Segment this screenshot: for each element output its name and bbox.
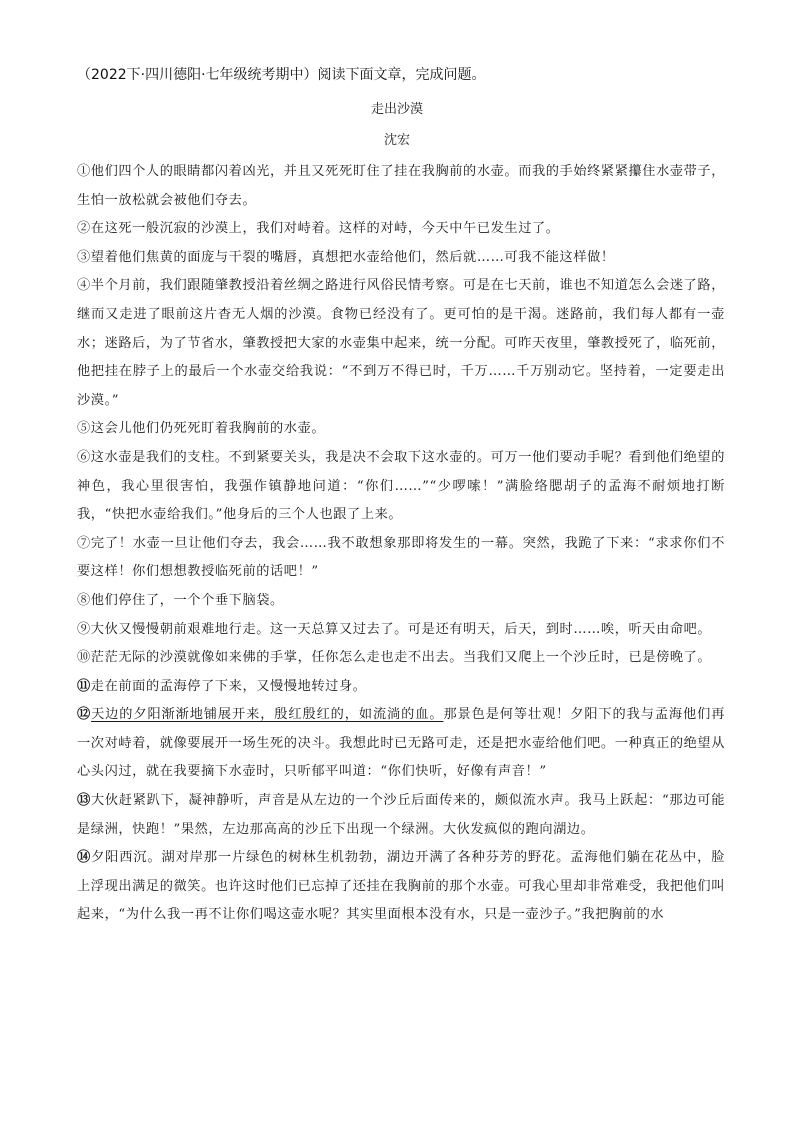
article-author: 沈宏 <box>383 133 410 148</box>
paragraph-4: ④半个月前，我们跟随肇教授沿着丝绸之路进行风俗民情考察。可是在七天前，谁也不知道怎么会迷了路，继而又走进了眼前这片杳无人烟的沙漠。食物已经没有了。更可怕的是干渴。迷路前，我们每人都有一壶水；迷路后，为了节省水，肇教授把大家的水壶集中起来，统一分配。可昨天夜里，肇教授死了，临死前，他把挂在脖子上的最后一个水壶交给我说：“不到万不得已时，千万……千万别动它。坚持着，一定要走出沙漠。” <box>77 278 726 408</box>
paragraph-12 <box>77 701 725 787</box>
article-title: 走出沙漠 <box>370 102 423 117</box>
paragraph-number: ⑫ <box>77 707 92 723</box>
paragraph-13 <box>77 787 725 844</box>
underlined-sentence: 天边的夕阳渐渐地铺展开来，殷红殷红的，如流淌的血。 <box>91 707 444 723</box>
article-body <box>77 158 725 930</box>
paragraph-number: ⑭ <box>77 850 92 866</box>
paragraph-5: ⑤这会儿他们仍死死盯着我胸前的水壶。 <box>77 421 326 437</box>
paragraph-14 <box>77 844 725 930</box>
paragraph-10: ⑩茫茫无际的沙漠就像如来佛的手掌，任你怎么走也走不出去。当我们又爬上一个沙丘时，已是傍晚了。 <box>77 650 712 666</box>
paragraph-9: ⑨大伙又慢慢朝前艰难地行走。这一天总算又过去了。可是还有明天，后天，到时……唉，听天由命吧。 <box>77 621 712 637</box>
paragraph-text: 那景色是何等壮观！夕阳下的我与孟海他们再一次对峙着，就像要展开一场生死的决斗。我想此时已无路可走，还是把水壶给他们吧。一种真正的绝望从心头闪过，就在我要摘下水壶时，只听郁平叫道：“你们快听，好像有声音！” <box>77 707 726 780</box>
paragraph-11 <box>77 673 725 702</box>
paragraph-2: ②在这死一般沉寂的沙漠上，我们对峙着。这样的对峙，今天中午已发生过了。 <box>77 221 560 237</box>
paragraph-6: ⑥这水壶是我们的支柱。不到紧要关头，我是决不会取下这水壶的。可万一他们要动手呢？看到他们绝望的神色，我心里很害怕，我强作镇静地问道：“你们……”“少啰嗦！”满脸络腮胡子的孟海不耐烦地打断我，“快把水壶给我们。”他身后的三个人也跟了上来。 <box>77 449 726 523</box>
paragraph-7: ⑦完了！水壶一旦让他们夺去，我会……我不敢想象那即将发生的一幕。突然，我跪了下来：“求求你们不要这样！你们想想教授临死前的话吧！” <box>77 535 725 580</box>
paragraph-text: 大伙赶紧趴下，凝神静听，声音是从左边的一个沙丘后面传来的，颇似流水声。我马上跃起：“那边可能是绿洲，快跑！”果然，左边那高高的沙丘下出现一个绿洲。大伙发疯似的跑向湖边。 <box>77 793 725 837</box>
paragraph-text: 夕阳西沉。湖对岸那一片绿色的树林生机勃勃，湖边开满了各种芬芳的野花。孟海他们躺在花丛中，脸上浮现出满足的微笑。也许这时他们已忘掉了还挂在我胸前的那个水壶。可我心里却非常难受，我把他们叫起来，“为什么我一再不让你们喝这壶水呢？其实里面根本没有水，只是一壶沙子。”我把胸前的水 <box>77 850 726 923</box>
paragraph-number: ⑬ <box>77 793 91 809</box>
question-source-header: （2022下·四川德阳·七年级统考期中）阅读下面文章，完成问题。 <box>77 67 486 83</box>
paragraph-number: ⑪ <box>77 678 91 694</box>
paragraph-1: ①他们四个人的眼睛都闪着凶光，并且又死死盯住了挂在我胸前的水壶。而我的手始终紧紧攥住水壶带子，生怕一放松就会被他们夺去。 <box>77 164 726 208</box>
paragraph-8: ⑧他们停住了，一个个垂下脑袋。 <box>77 592 284 608</box>
paragraph-text: 走在前面的孟海停了下来，又慢慢地转过身。 <box>90 678 367 694</box>
paragraph-3: ③望着他们焦黄的面庞与干裂的嘴唇，真想把水壶给他们，然后就……可我不能这样做！ <box>77 249 615 265</box>
